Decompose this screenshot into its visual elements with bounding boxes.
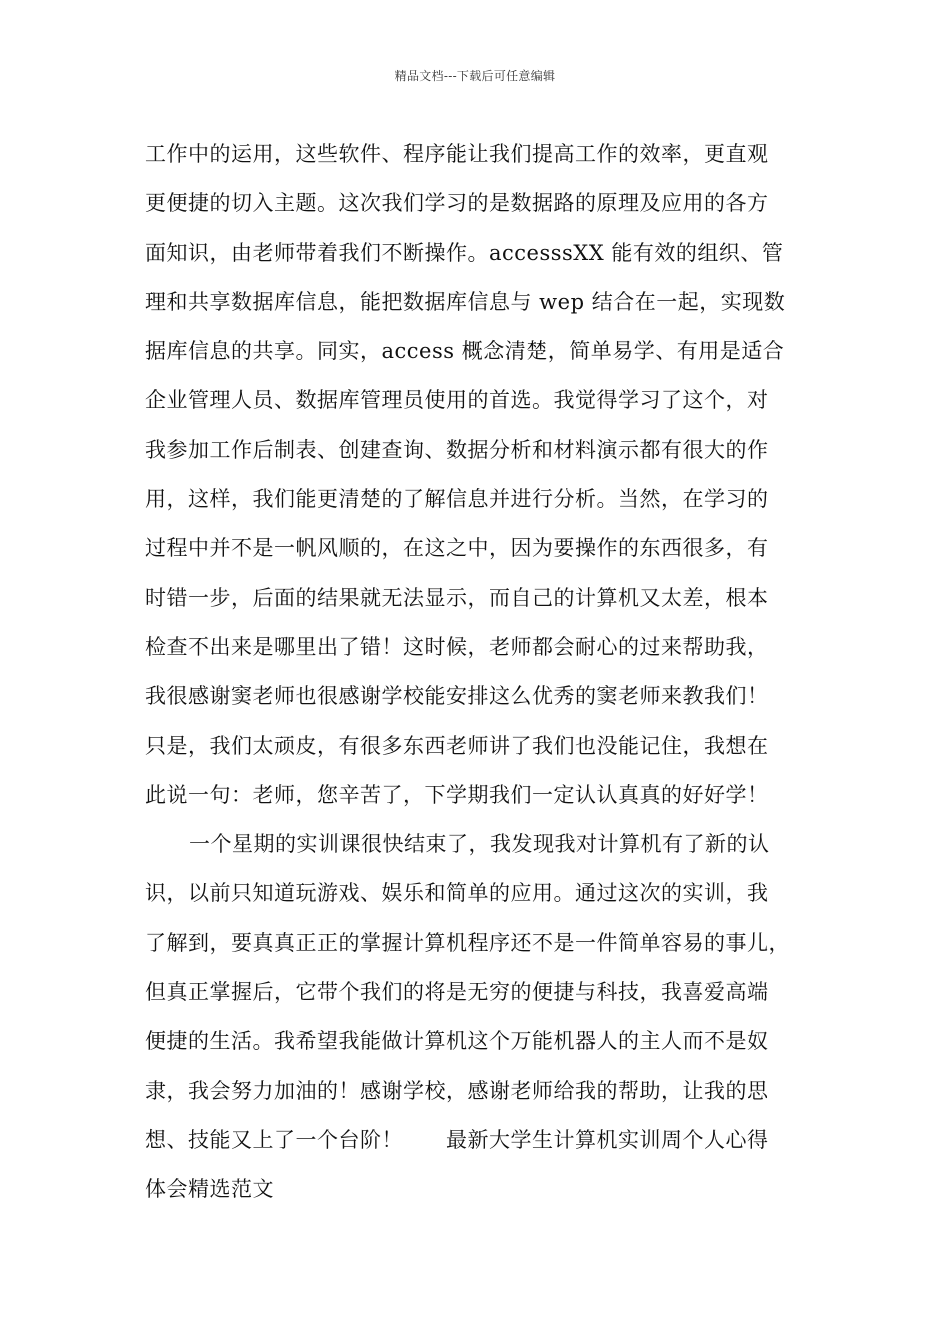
text-line: 只是，我们太顽皮，有很多东西老师讲了我们也没能记住，我想在 <box>145 733 769 758</box>
document-body <box>145 130 815 1215</box>
text-line: 我参加工作后制表、创建查询、数据分析和材料演示都有很大的作 <box>145 437 769 462</box>
text-line: 我很感谢窦老师也很感谢学校能安排这么优秀的窦老师来教我们！ <box>145 684 769 709</box>
text-line: 据库信息的共享。同实，access 概念清楚，简单易学、有用是适合 <box>145 339 785 364</box>
text-line: 时错一步，后面的结果就无法显示，而自己的计算机又太差，根本 <box>145 585 769 610</box>
text-line: 识，以前只知道玩游戏、娱乐和简单的应用。通过这次的实训，我 <box>145 881 769 906</box>
text-line: 企业管理人员、数据库管理员使用的首选。我觉得学习了这个，对 <box>145 388 769 413</box>
text-line: 检查不出来是哪里出了错！这时候，老师都会耐心的过来帮助我， <box>145 634 769 659</box>
text-line: 了解到，要真真正正的掌握计算机程序还不是一件简单容易的事儿， <box>145 930 790 955</box>
text-line: 但真正掌握后，它带个我们的将是无穷的便捷与科技，我喜爱高端 <box>145 980 769 1005</box>
text-line: 用，这样，我们能更清楚的了解信息并进行分析。当然，在学习的 <box>145 487 769 512</box>
text-line: 体会精选范文 <box>145 1177 274 1202</box>
paragraph-start-line: 一个星期的实训课很快结束了，我发现我对计算机有了新的认 <box>189 832 770 857</box>
text-line: 工作中的运用，这些软件、程序能让我们提高工作的效率，更直观 <box>145 142 769 166</box>
page-header: 精品文档---下载后可任意编辑 <box>394 69 556 83</box>
text-line: 面知识，由老师带着我们不断操作。accesssXX 能有效的组织、管 <box>145 240 784 265</box>
text-line: 隶，我会努力加油的！感谢学校，感谢老师给我的帮助，让我的思 <box>145 1078 769 1103</box>
text-line: 便捷的生活。我希望我能做计算机这个万能机器人的主人而不是奴 <box>145 1029 769 1054</box>
text-line: 理和共享数据库信息，能把数据库信息与 wep 结合在一起，实现数 <box>145 289 786 314</box>
text-line: 此说一句：老师，您辛苦了，下学期我们一定认认真真的好好学！ <box>145 782 769 807</box>
text-line: 过程中并不是一帆风顺的，在这之中，因为要操作的东西很多，有 <box>145 536 769 561</box>
text-line: 想、技能又上了一个台阶！ 最新大学生计算机实训周个人心得 <box>145 1127 769 1152</box>
text-line: 更便捷的切入主题。这次我们学习的是数据路的原理及应用的各方 <box>145 191 769 216</box>
